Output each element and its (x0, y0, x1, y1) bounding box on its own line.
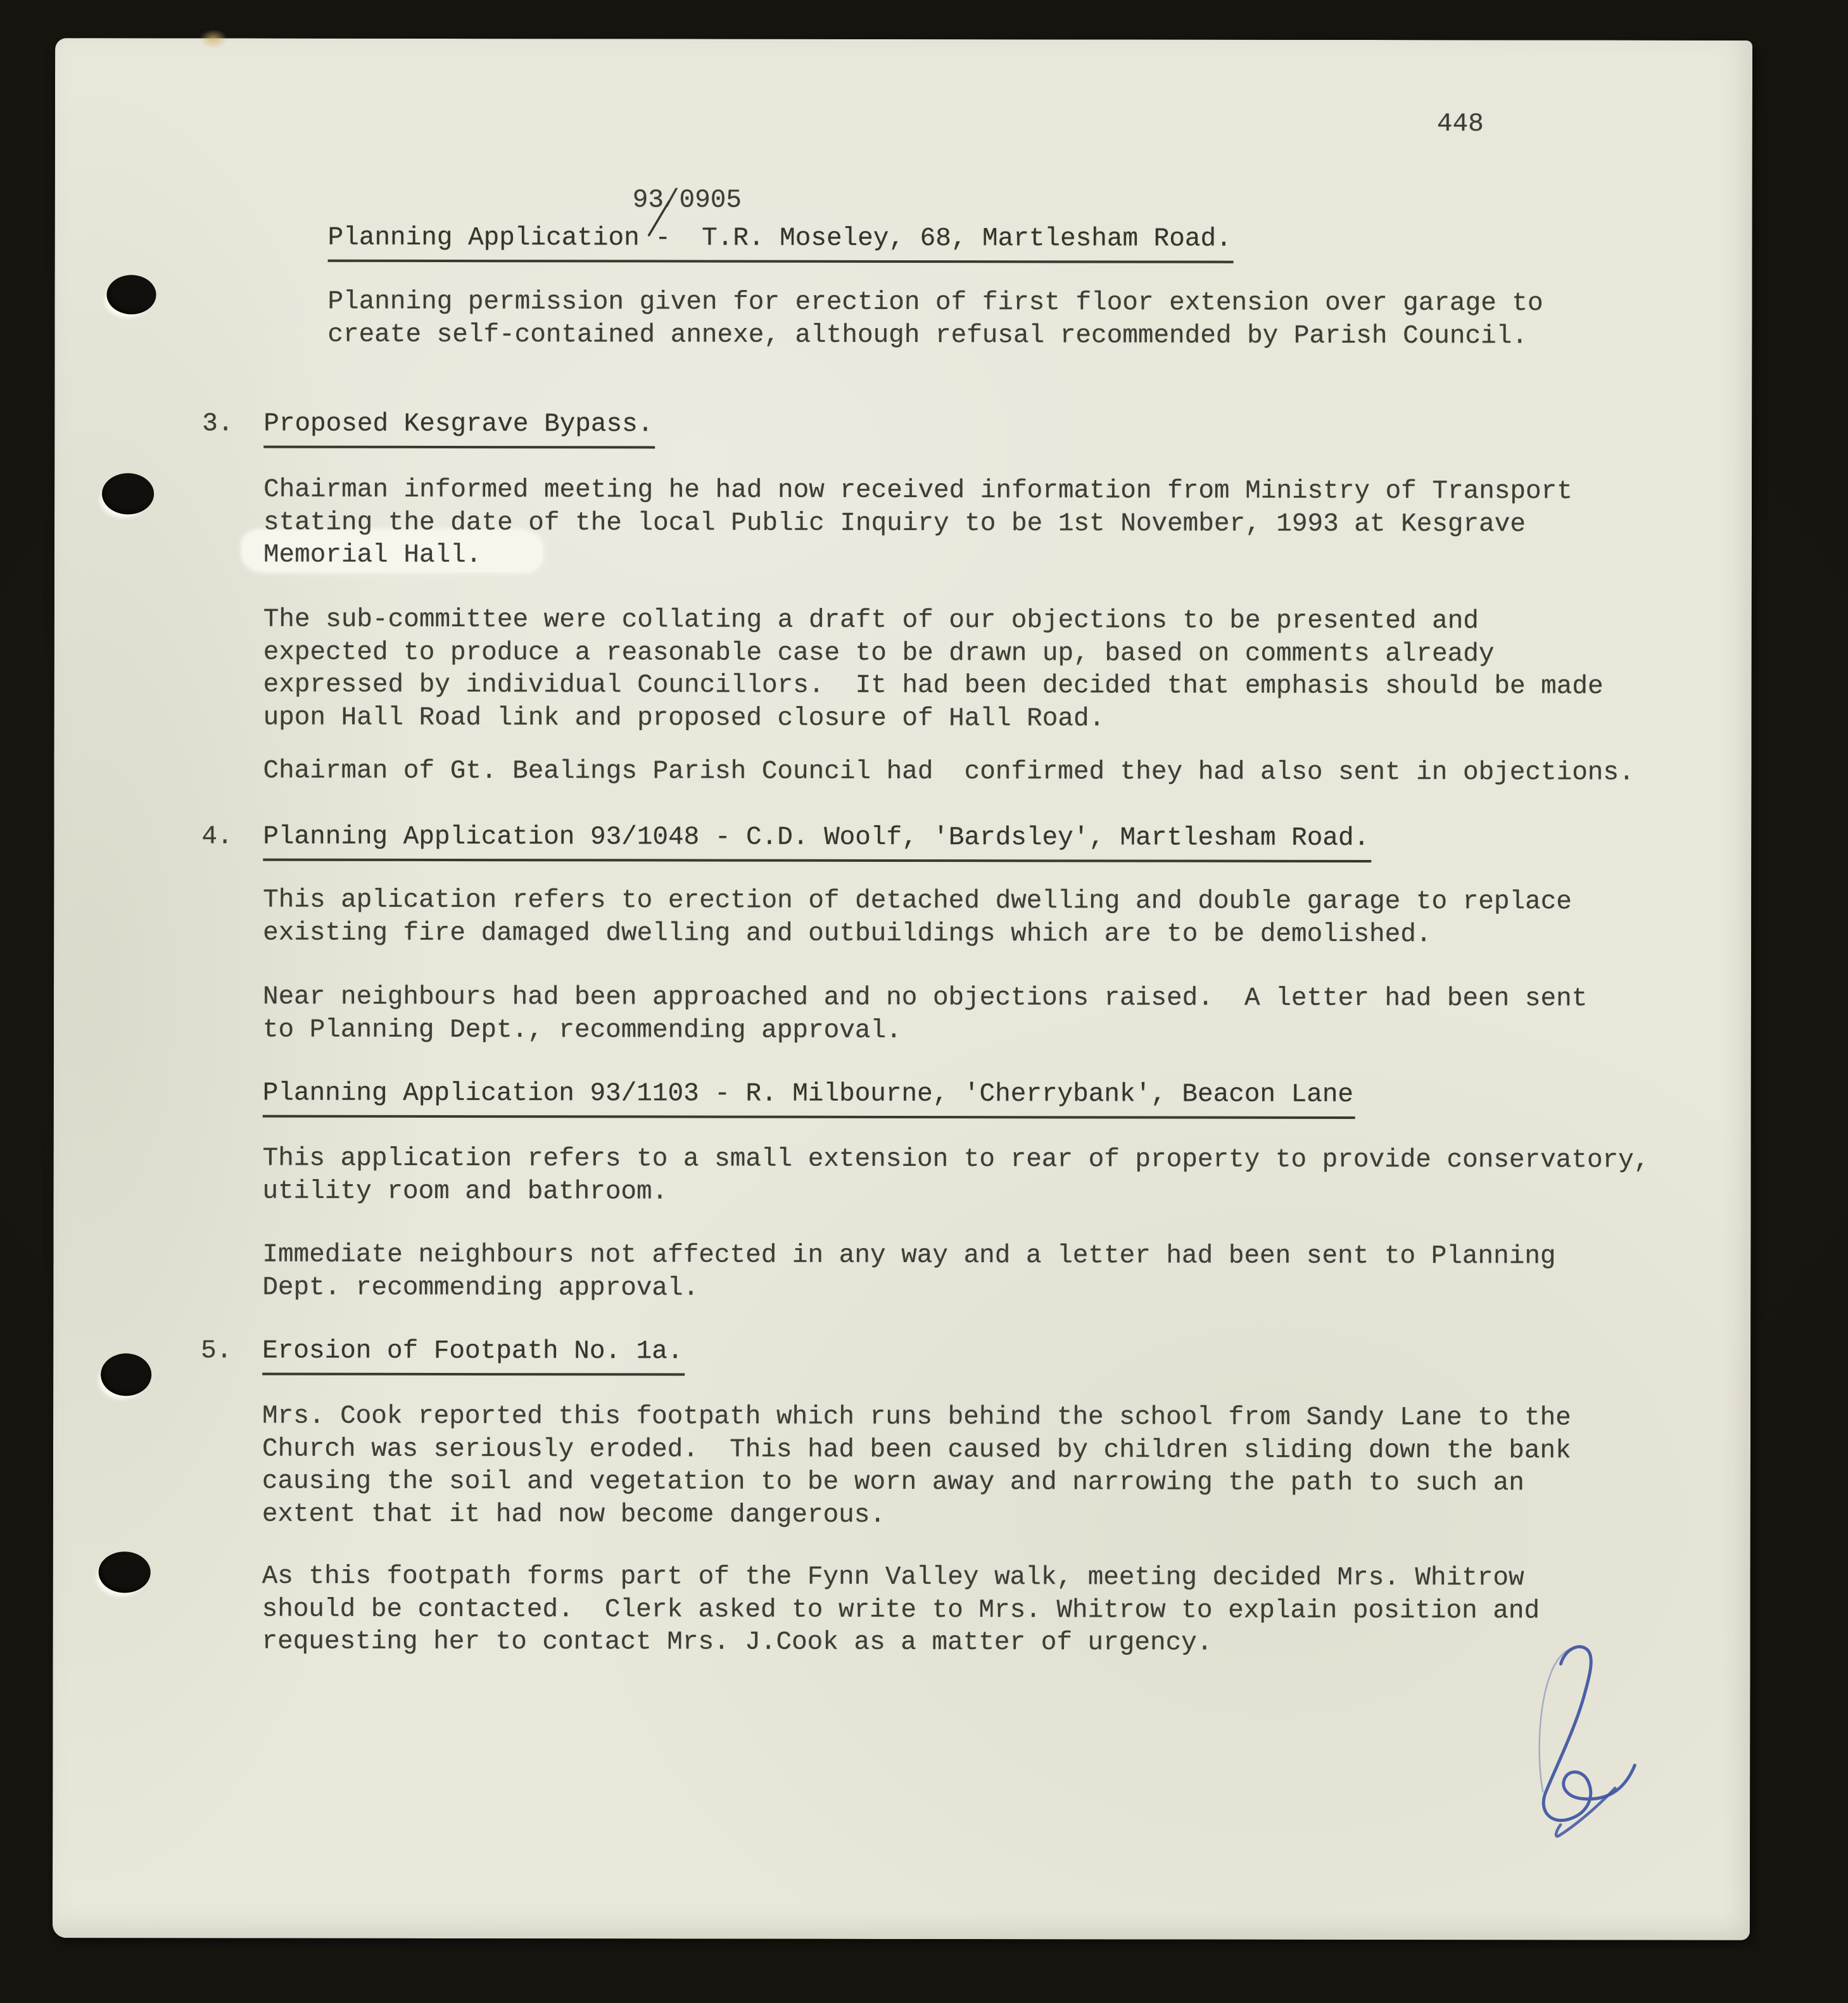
paragraph-moseley: Planning permission given for erection of first floor extension over garage to create self-contained annexe, although refusal recommended by Parish Council. (327, 287, 1543, 351)
inserted-reference-annotation: 93/0905 (632, 186, 742, 215)
section-number-footpath: 5. (201, 1336, 232, 1366)
punch-hole (99, 1551, 151, 1593)
section-number-woolf: 4. (201, 822, 233, 852)
paper-stain (199, 29, 227, 48)
section-heading-footpath (262, 1336, 685, 1376)
section-heading-milbourne (263, 1078, 1355, 1119)
paragraph-bypass-2: The sub-committee were collating a draft of our objections to be presented and expected to produce a reasonable case to be drawn up, based on comments already expressed by individual Councillors. It had been decided that emphasis should be made upon Hall Road link and proposed closure of Hall Road. (263, 605, 1604, 734)
document-page (53, 38, 1752, 1940)
section-heading-bypass (263, 408, 655, 448)
signature-ink (1519, 1641, 1645, 1850)
paragraph-bypass-1: Chairman informed meeting he had now received information from Ministry of Transport stating the date of the local Public Inquiry to be 1st November, 1993 at Kesgrave Memorial Hall. (263, 475, 1573, 571)
page-number: 448 (1436, 110, 1484, 139)
punch-hole (101, 1353, 151, 1396)
paragraph-bypass-3: Chairman of Gt. Bealings Parish Council had confirmed they had also sent in objections. (263, 756, 1635, 788)
section-heading-moseley-text: Planning Application - T.R. Moseley, 68, Martlesham Road. (328, 222, 1234, 263)
punch-hole (106, 275, 156, 314)
paragraph-woolf-1: This aplication refers to erection of detached dwelling and double garage to replace existing fire damaged dwelling and outbuildings which are to be demolished. (263, 885, 1572, 949)
section-number-bypass: 3. (202, 409, 234, 439)
section-heading-milbourne-text: Planning Application 93/1103 - R. Milbourne, 'Cherrybank', Beacon Lane (263, 1078, 1355, 1119)
section-heading-bypass-text: Proposed Kesgrave Bypass. (263, 408, 655, 448)
paragraph-milbourne-2: Immediate neighbours not affected in any way and a letter had been sent to Planning Dept. recommending approval. (262, 1240, 1556, 1303)
paragraph-footpath-1: Mrs. Cook reported this footpath which runs behind the school from Sandy Lane to the Church was seriously eroded. This had been caused by children sliding down the bank causing the soil and vegetation to be worn away and narrowing the path to such an extent that it had now become dangerous. (262, 1401, 1571, 1530)
section-heading-woolf (263, 821, 1371, 862)
paragraph-footpath-2: As this footpath forms part of the Fynn Valley walk, meeting decided Mrs. Whitrow should be contacted. Clerk asked to write to Mrs. Whitrow to explain position and requesting her to contact Mrs. J.Cook as a matter of urgency. (262, 1562, 1540, 1658)
paragraph-woolf-2: Near neighbours had been approached and no objections raised. A letter had been sent to Planning Dept., recommending approval. (262, 982, 1588, 1046)
section-heading-moseley (328, 222, 1234, 263)
section-heading-woolf-text: Planning Application 93/1048 - C.D. Woolf, 'Bardsley', Martlesham Road. (263, 821, 1371, 862)
paragraph-milbourne-1: This application refers to a small extension to rear of property to provide conservatory, utility room and bathroom. (262, 1144, 1650, 1207)
section-heading-footpath-text: Erosion of Footpath No. 1a. (262, 1336, 685, 1376)
punch-hole (102, 473, 154, 514)
